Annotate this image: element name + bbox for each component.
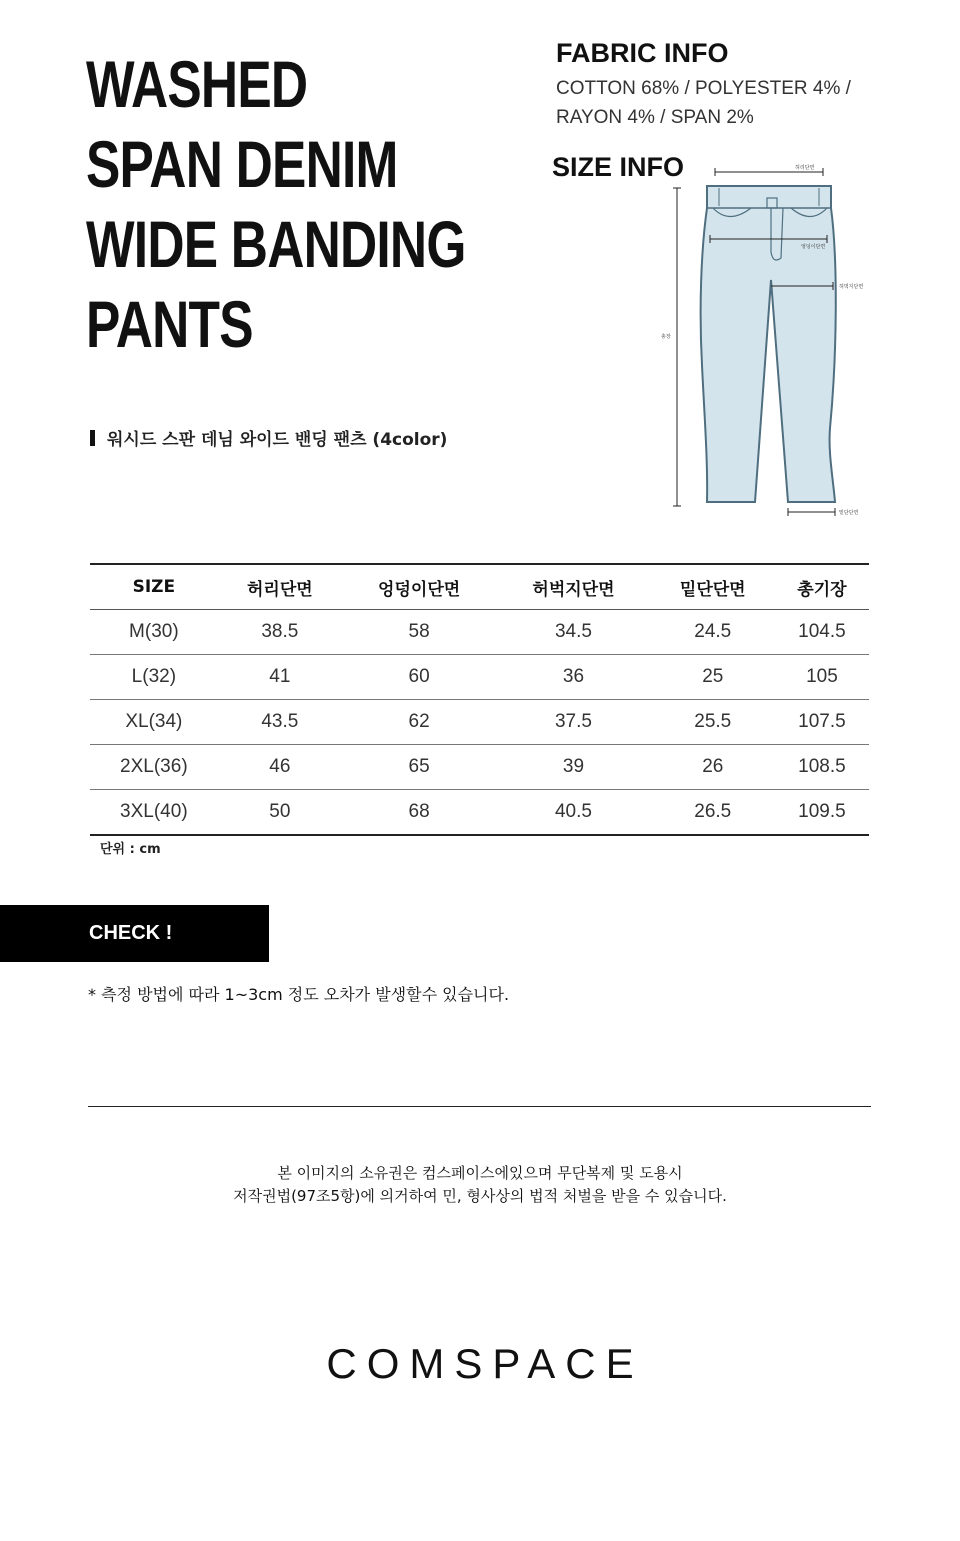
header-waist: 허리단면 (218, 564, 342, 610)
table-cell: 2XL(36) (90, 745, 218, 790)
table-cell: 41 (218, 655, 342, 700)
copyright-line-1: 본 이미지의 소유권은 컴스페이스에있으며 무단복제 및 도용시 (277, 1164, 683, 1182)
table-cell: 65 (342, 745, 496, 790)
table-cell: 60 (342, 655, 496, 700)
table-cell: L(32) (90, 655, 218, 700)
table-row (90, 610, 869, 655)
table-row (90, 700, 869, 745)
table-cell: 109.5 (775, 790, 869, 836)
measurement-note: * 측정 방법에 따라 1~3cm 정도 오차가 발생할수 있습니다. (88, 985, 510, 1004)
table-cell: M(30) (90, 610, 218, 655)
table-cell: 108.5 (775, 745, 869, 790)
product-subtitle (90, 425, 447, 450)
divider (88, 1106, 871, 1107)
table-row (90, 655, 869, 700)
table-row (90, 745, 869, 790)
table-cell: XL(34) (90, 700, 218, 745)
table-cell: 46 (218, 745, 342, 790)
table-cell: 105 (775, 655, 869, 700)
subtitle-text: 워시드 스판 데님 와이드 밴딩 팬츠 (4color) (107, 430, 448, 450)
table-cell: 43.5 (218, 700, 342, 745)
table-cell: 38.5 (218, 610, 342, 655)
table-cell: 36 (496, 655, 650, 700)
copyright-notice (0, 1162, 960, 1208)
table-cell: 58 (342, 610, 496, 655)
copyright-line-2: 저작권법(97조5항)에 의거하여 민, 형사상의 법적 처벌을 받을 수 있습니다. (233, 1187, 727, 1205)
table-row (90, 790, 869, 836)
header-size: SIZE (90, 564, 218, 610)
table-cell: 104.5 (775, 610, 869, 655)
table-cell: 25 (651, 655, 775, 700)
bullet-bar-icon (90, 430, 95, 446)
unit-label: 단위 : cm (100, 842, 161, 857)
pants-outline (701, 186, 836, 502)
title-line-4: PANTS (86, 287, 253, 361)
diagram-label-waist: 허리단면 (795, 165, 815, 171)
fabric-line-1: COTTON 68% / POLYESTER 4% / (556, 78, 851, 99)
header-length: 총기장 (775, 564, 869, 610)
table-cell: 39 (496, 745, 650, 790)
table-cell: 37.5 (496, 700, 650, 745)
diagram-label-hem: 밑단단면 (839, 510, 859, 516)
table-header-row (90, 564, 869, 610)
title-line-2: SPAN DENIM (86, 127, 398, 201)
table-cell: 62 (342, 700, 496, 745)
title-line-1: WASHED (86, 47, 308, 121)
size-table (90, 563, 869, 836)
header-hip: 엉덩이단면 (342, 564, 496, 610)
brand-logo: COMSPACE (326, 1340, 644, 1387)
table-cell: 3XL(40) (90, 790, 218, 836)
fabric-info-text (556, 74, 876, 132)
title-line-3: WIDE BANDING (86, 207, 466, 281)
header-hem: 밑단단면 (651, 564, 775, 610)
product-title (86, 44, 466, 364)
table-cell: 40.5 (496, 790, 650, 836)
size-info-heading: SIZE INFO (552, 152, 685, 182)
table-cell: 24.5 (651, 610, 775, 655)
fabric-info-heading: FABRIC INFO (556, 38, 729, 68)
header-thigh: 허벅지단면 (496, 564, 650, 610)
table-cell: 34.5 (496, 610, 650, 655)
table-cell: 107.5 (775, 700, 869, 745)
table-cell: 25.5 (651, 700, 775, 745)
table-cell: 26.5 (651, 790, 775, 836)
diagram-label-hip: 엉덩이단면 (801, 244, 826, 250)
pants-diagram (655, 160, 880, 520)
diagram-label-thigh: 허벅지단면 (839, 284, 864, 290)
check-banner: CHECK ! (0, 905, 269, 962)
table-cell: 26 (651, 745, 775, 790)
table-cell: 68 (342, 790, 496, 836)
fabric-line-2: RAYON 4% / SPAN 2% (556, 107, 754, 128)
table-cell: 50 (218, 790, 342, 836)
diagram-label-length: 총장 (661, 334, 671, 340)
